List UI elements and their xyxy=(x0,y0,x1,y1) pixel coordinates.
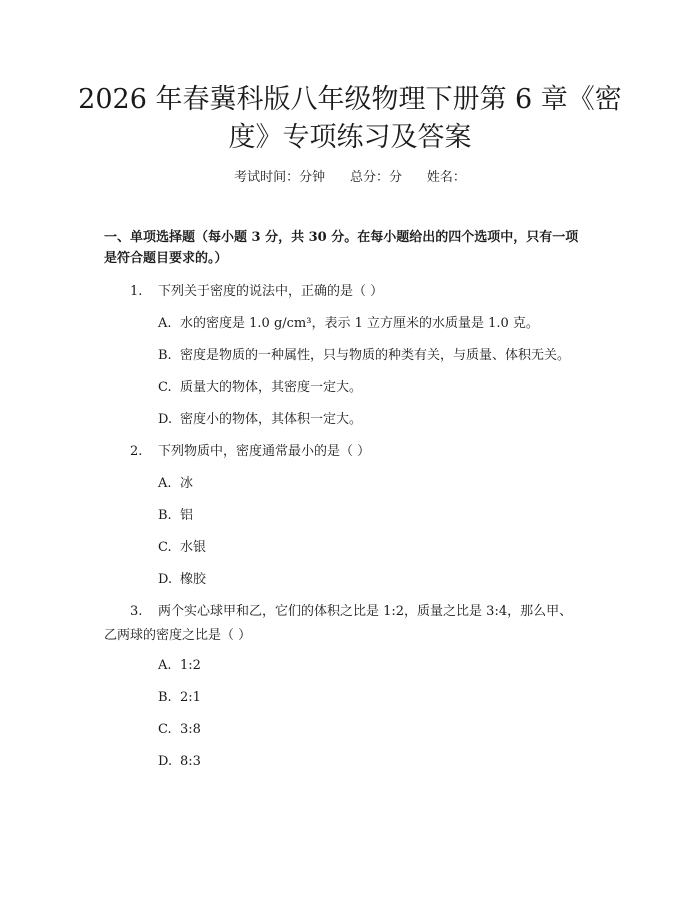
option-text: 质量大的物体，其密度一定大。 xyxy=(180,380,363,395)
option-text: 铝 xyxy=(180,508,194,523)
option-text: 2:1 xyxy=(180,690,201,705)
question-text-line-1: 两个实心球甲和乙，它们的体积之比是 1:2，质量之比是 3:4，那么甲、 xyxy=(158,604,573,619)
option-2d[interactable] xyxy=(158,569,618,591)
option-text: 8:3 xyxy=(180,754,201,769)
option-letter: D. xyxy=(158,412,173,427)
option-letter: D. xyxy=(158,572,173,587)
option-letter: C. xyxy=(158,540,172,555)
question-2 xyxy=(130,441,610,463)
name-label: 姓名： xyxy=(426,170,466,185)
question-number: 1. xyxy=(130,284,143,299)
score-unit: 分 xyxy=(389,170,403,185)
section-heading-line-2: 是符合题目要求的。） xyxy=(104,251,228,266)
option-2a[interactable] xyxy=(158,473,618,495)
option-1b[interactable] xyxy=(158,345,618,367)
option-letter: B. xyxy=(158,690,172,705)
option-text: 1:2 xyxy=(180,658,201,673)
option-3b[interactable] xyxy=(158,687,618,709)
option-1d[interactable] xyxy=(158,409,618,431)
option-3a[interactable] xyxy=(158,655,618,677)
option-text: 水银 xyxy=(180,540,207,555)
question-3 xyxy=(130,601,610,623)
option-letter: A. xyxy=(158,476,172,491)
option-text: 水的密度是 1.0 g/cm³，表示 1 立方厘米的水质量是 1.0 克。 xyxy=(180,316,539,331)
option-3d[interactable] xyxy=(158,751,618,773)
option-1c[interactable] xyxy=(158,377,618,399)
option-letter: C. xyxy=(158,722,172,737)
page-title-line-2: 度》专项练习及答案 xyxy=(228,122,472,153)
option-1a[interactable] xyxy=(158,313,618,335)
question-text: 下列关于密度的说法中，正确的是（ ） xyxy=(158,284,384,299)
option-text: 密度是物质的一种属性，只与物质的种类有关，与质量、体积无关。 xyxy=(180,348,571,363)
option-3c[interactable] xyxy=(158,719,618,741)
option-letter: C. xyxy=(158,380,172,395)
question-3-continuation: 乙两球的密度之比是（ ） xyxy=(104,628,252,643)
option-letter: B. xyxy=(158,348,172,363)
option-2b[interactable] xyxy=(158,505,618,527)
page-title-line-1: 2026 年春冀科版八年级物理下册第 6 章《密 xyxy=(78,84,622,115)
option-text: 密度小的物体，其体积一定大。 xyxy=(180,412,363,427)
option-letter: A. xyxy=(158,658,172,673)
option-letter: A. xyxy=(158,316,172,331)
time-unit: 分钟 xyxy=(299,170,326,185)
option-letter: D. xyxy=(158,754,173,769)
question-number: 3. xyxy=(130,604,143,619)
question-number: 2. xyxy=(130,444,143,459)
question-text: 下列物质中，密度通常最小的是（ ） xyxy=(158,444,371,459)
score-label: 总分： xyxy=(349,170,389,185)
section-heading-line-1: 一、单项选择题（每小题 3 分，共 30 分。在每小题给出的四个选项中，只有一项 xyxy=(104,230,579,245)
time-label: 考试时间： xyxy=(234,170,300,185)
option-letter: B. xyxy=(158,508,172,523)
option-text: 橡胶 xyxy=(180,572,207,587)
question-1 xyxy=(130,281,610,303)
exam-info xyxy=(0,168,700,190)
option-2c[interactable] xyxy=(158,537,618,559)
option-text: 3:8 xyxy=(180,722,201,737)
option-text: 冰 xyxy=(180,476,194,491)
